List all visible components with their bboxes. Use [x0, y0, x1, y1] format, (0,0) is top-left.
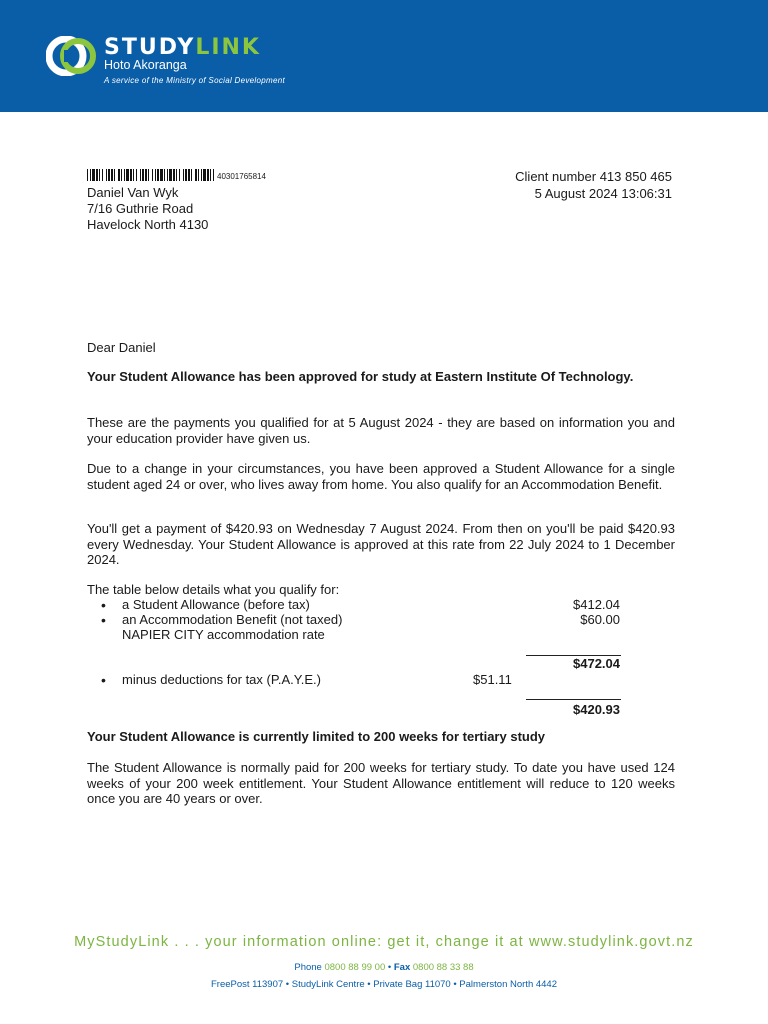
- total-amount: $420.93: [573, 702, 620, 717]
- brand-name-study: STUDY: [104, 35, 196, 60]
- brand-name: [104, 36, 261, 60]
- fax-label: Fax: [393, 962, 411, 973]
- service-line: A service of the Ministry of Social Development: [104, 76, 285, 85]
- barcode-number: 40301765814: [217, 172, 266, 181]
- separator-dot: •: [387, 962, 392, 973]
- accommodation-note: NAPIER CITY accommodation rate: [122, 627, 325, 642]
- letter-date: 5 August 2024 13:06:31: [534, 186, 672, 201]
- allowance-label: a Student Allowance (before tax): [122, 597, 310, 612]
- fax-number: 0800 88 33 88: [412, 962, 474, 973]
- deduction-amount: $51.11: [473, 672, 512, 687]
- accommodation-amount: $60.00: [580, 612, 620, 627]
- recipient-city: Havelock North 4130: [87, 217, 209, 232]
- salutation: Dear Daniel: [87, 340, 156, 355]
- phone-label: Phone: [294, 962, 322, 973]
- table-intro: The table below details what you qualify for:: [87, 582, 340, 597]
- brand-name-link: LINK: [195, 35, 261, 60]
- footer-tagline: MyStudyLink . . . your information online: get it, change it at www.studylink.govt.nz: [74, 934, 694, 950]
- limit-heading: Your Student Allowance is currently limited to 200 weeks for tertiary study: [87, 729, 546, 744]
- footer-contact: [0, 962, 768, 973]
- letterhead-banner: [0, 0, 768, 112]
- footer-address: FreePost 113907 • StudyLink Centre • Private Bag 11070 • Palmerston North 4442: [210, 979, 558, 990]
- brand-tagline: Hoto Akoranga: [104, 58, 187, 72]
- studylink-logo-icon: [46, 36, 98, 76]
- circumstances-paragraph: Due to a change in your circumstances, you have been approved a Student Allowance for a single student aged 24 or over, who lives away from home. You also qualify for an Accommodation Benefit.: [87, 461, 675, 492]
- bullet-icon: •: [101, 597, 106, 613]
- phone-number: 0800 88 99 00: [324, 962, 386, 973]
- subtotal-amount: $472.04: [573, 656, 620, 671]
- bullet-icon: •: [101, 612, 106, 628]
- total-rule: [526, 699, 621, 700]
- deduction-label: minus deductions for tax (P.A.Y.E.): [122, 672, 321, 687]
- client-number: Client number 413 850 465: [515, 169, 672, 184]
- payment-basis-paragraph: These are the payments you qualified for at 5 August 2024 - they are based on information you and your education provider have given us.: [87, 415, 675, 446]
- approval-headline: Your Student Allowance has been approved for study at Eastern Institute Of Technology.: [87, 369, 634, 384]
- limit-paragraph: The Student Allowance is normally paid for 200 weeks for tertiary study. To date you have used 124 weeks of your 200 week entitlement. Your Student Allowance entitlement will reduce to 120 weeks once you are 40 years or over.: [87, 760, 675, 806]
- accommodation-label: an Accommodation Benefit (not taxed): [122, 612, 343, 627]
- recipient-name: Daniel Van Wyk: [87, 185, 179, 200]
- payment-schedule-paragraph: You'll get a payment of $420.93 on Wednesday 7 August 2024. From then on you'll be paid $420.93 every Wednesday. Your Student Allowance is approved at this rate from 22 July 2024 to 1 December 2024.: [87, 521, 675, 567]
- barcode-image: [87, 169, 217, 181]
- bullet-icon: •: [101, 672, 106, 688]
- recipient-street: 7/16 Guthrie Road: [87, 201, 194, 216]
- allowance-amount: $412.04: [573, 597, 620, 612]
